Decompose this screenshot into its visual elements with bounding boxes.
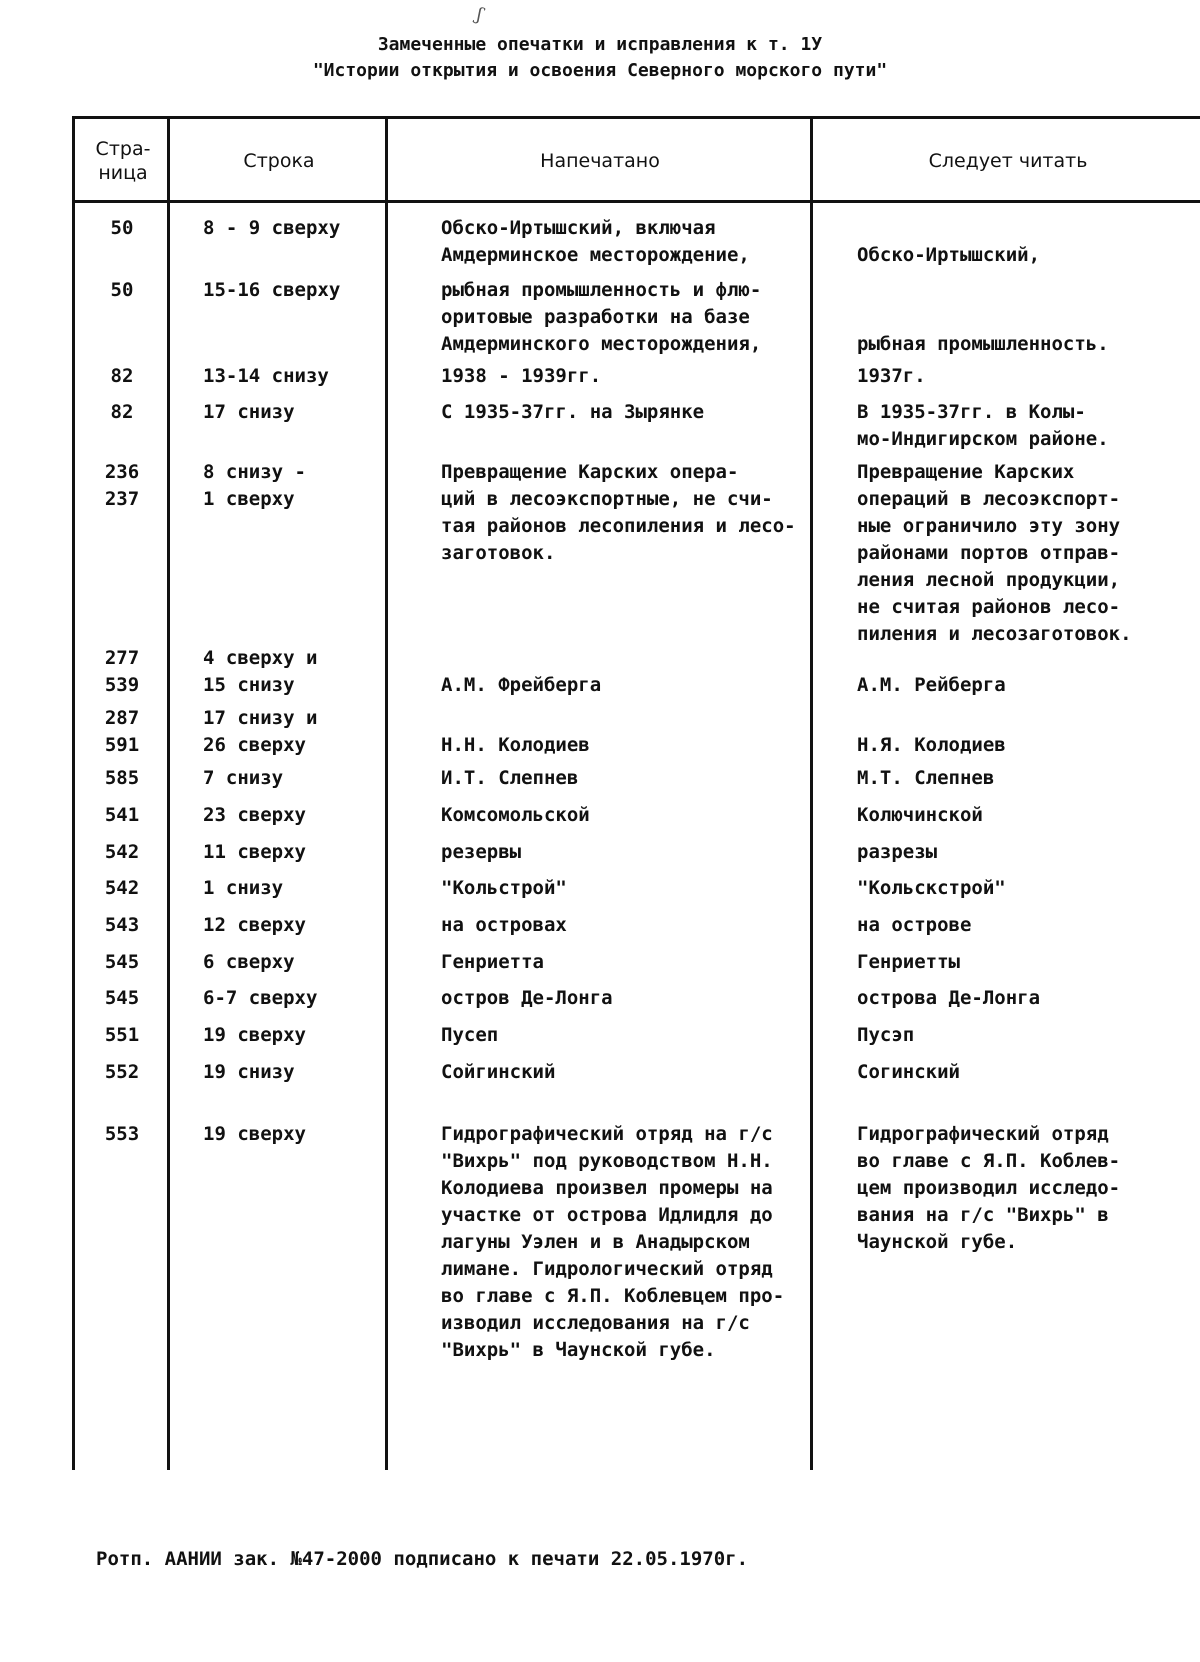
cell-should-read: В 1935-37гг. в Колы- мо-Индигирском районе.	[857, 401, 1109, 450]
cell-page: 82	[110, 365, 134, 387]
header-line: Строка	[243, 150, 315, 172]
cell-page: 50	[110, 217, 134, 239]
cell-should-read: разрезы	[857, 841, 938, 863]
cell-page: 545	[104, 951, 140, 973]
cell-line: 8 снизу - 1 сверху	[203, 461, 306, 510]
cell-should-read: Генриетты	[857, 951, 960, 973]
cell-printed: С 1935-37гг. на Зырянке	[441, 401, 705, 423]
cell-page: 545	[104, 987, 140, 1009]
cell-should-read: Пусэп	[857, 1024, 915, 1046]
column-divider	[385, 119, 388, 1470]
cell-should-read: Согинский	[857, 1061, 960, 1083]
cell-line: 17 снизу и 26 сверху	[203, 707, 318, 756]
cell-page: 552	[104, 1061, 140, 1083]
cell-line: 19 сверху	[203, 1123, 306, 1145]
cell-should-read: острова Де-Лонга	[857, 987, 1041, 1009]
cell-printed: на островах	[441, 914, 567, 936]
cell-page: 553	[104, 1123, 140, 1145]
cell-printed: Н.Н. Колодиев	[441, 734, 590, 756]
cell-page: 50	[110, 279, 134, 301]
cell-line: 19 сверху	[203, 1024, 306, 1046]
cell-line: 4 сверху и 15 снизу	[203, 647, 318, 696]
cell-printed: Гидрографический отряд на г/с "Вихрь" под руководством Н.Н. Колодиева произвел промеры на участке от острова Идлидля до лагуны Уэлен и в Анадырском лимане. Гидрологический отряд во главе с Я.П. Коблевцем про- изводил исследования на г/с "Вихрь" в Чаунской губе.	[441, 1123, 785, 1361]
cell-line: 12 сверху	[203, 914, 306, 936]
cell-should-read: Обско-Иртышский,	[857, 244, 1041, 266]
cell-line: 17 снизу	[203, 401, 295, 423]
cell-printed: рыбная промышленность и флю- оритовые разработки на базе Амдерминского месторождения,	[441, 279, 762, 355]
cell-page: 542	[104, 877, 140, 899]
cell-should-read: 1937г.	[857, 365, 926, 387]
cell-line: 6-7 сверху	[203, 987, 318, 1009]
cell-line: 7 снизу	[203, 767, 284, 789]
errata-table	[72, 116, 1200, 1470]
header-should-read: Следует читать	[928, 150, 1088, 172]
cell-page: 287 591	[104, 707, 140, 756]
cell-page: 277 539	[104, 647, 140, 696]
cell-line: 13-14 снизу	[203, 365, 329, 387]
cell-page: 543	[104, 914, 140, 936]
cell-page: 551	[104, 1024, 140, 1046]
cell-page: 236 237	[104, 461, 140, 510]
cell-printed: Пусеп	[441, 1024, 499, 1046]
header-printed: Напечатано	[540, 150, 660, 172]
cell-printed: Комсомольской	[441, 804, 590, 826]
cell-line: 8 - 9 сверху	[203, 217, 341, 239]
cell-line: 23 сверху	[203, 804, 306, 826]
cell-page: 542	[104, 841, 140, 863]
column-divider	[167, 119, 170, 1470]
cell-printed: "Кольстрой"	[441, 877, 567, 899]
imprint-footer: Ротп. ААНИИ зак. №47-2000 подписано к печати 22.05.1970г.	[96, 1548, 749, 1570]
table-header	[75, 119, 1200, 203]
cell-page: 541	[104, 804, 140, 826]
title-line-2: "Истории открытия и освоения Северного морского пути"	[312, 60, 888, 81]
title-line-1: Замеченные опечатки и исправления к т. 1У	[377, 34, 823, 55]
cell-should-read: рыбная промышленность.	[857, 333, 1109, 355]
cell-line: 15-16 сверху	[203, 279, 341, 301]
cell-printed: Сойгинский	[441, 1061, 556, 1083]
cell-printed: остров Де-Лонга	[441, 987, 613, 1009]
cell-page: 585	[104, 767, 140, 789]
cell-printed: 1938 - 1939гг.	[441, 365, 602, 387]
cell-printed: Генриетта	[441, 951, 544, 973]
cell-page: 82	[110, 401, 134, 423]
cell-should-read: Превращение Карских операций в лесоэкспорт- ные ограничило эту зону районами портов отправ- ления лесной продукции, не считая районов лесо- пиления и лесозаготовок.	[857, 461, 1132, 645]
document-title	[0, 32, 1200, 84]
cell-printed: Обско-Иртышский, включая Амдерминское месторождение,	[441, 217, 750, 266]
cell-printed: резервы	[441, 841, 522, 863]
cell-printed: И.Т. Слепнев	[441, 767, 579, 789]
cell-line: 19 снизу	[203, 1061, 295, 1083]
header-page: Стра- ница	[95, 138, 151, 184]
cell-should-read: "Кольскстрой"	[857, 877, 1006, 899]
cell-should-read: Гидрографический отряд во главе с Я.П. Коблев- цем производил исследо- вания на г/с "Вихрь" в Чаунской губе.	[857, 1123, 1121, 1253]
cell-printed: А.М. Фрейберга	[441, 674, 602, 696]
cell-line: 11 сверху	[203, 841, 306, 863]
cell-should-read: Колючинской	[857, 804, 983, 826]
cell-should-read: на острове	[857, 914, 972, 936]
cell-printed: Превращение Карских опера- ций в лесоэкспортные, не счи- тая районов лесопиления и лесо- заготовок.	[441, 461, 796, 564]
cell-line: 6 сверху	[203, 951, 295, 973]
cell-should-read: М.Т. Слепнев	[857, 767, 995, 789]
margin-mark: ʃ	[473, 4, 486, 26]
cell-should-read: А.М. Рейберга	[857, 674, 1006, 696]
cell-line: 1 снизу	[203, 877, 284, 899]
cell-should-read: Н.Я. Колодиев	[857, 734, 1006, 756]
